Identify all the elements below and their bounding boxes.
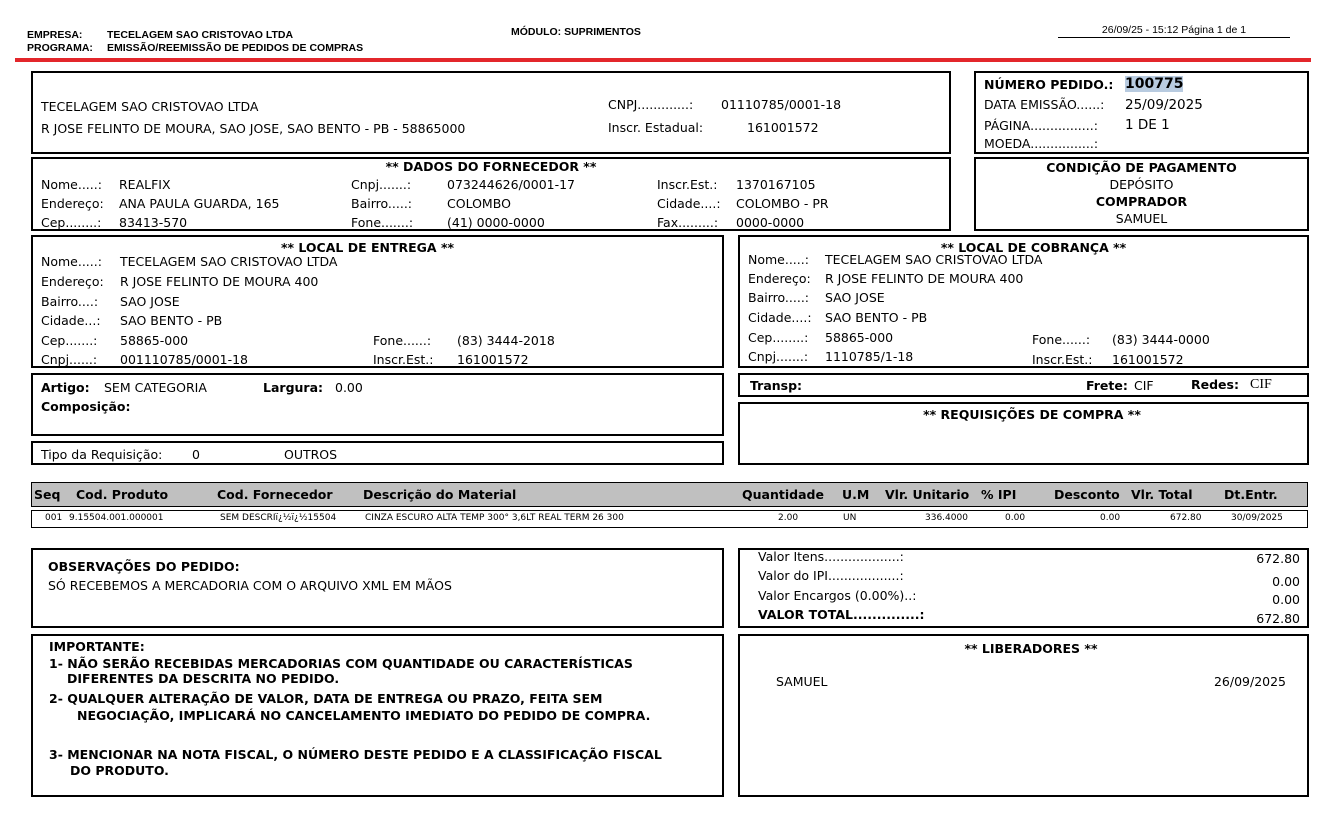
encargos-label: Valor Encargos (0.00%)..: [758,588,917,603]
billing-cep-label: Cep........: [748,330,809,345]
cell-desconto: 0.00 [1100,513,1121,523]
supplier-bairro: COLOMBO [447,196,511,211]
order-page-label: PÁGINA................: [984,118,1098,133]
order-number: 100775 [1125,76,1184,92]
supplier-cep-label: Cep........: [41,215,102,230]
company-cnpj-label: CNPJ.............: [608,97,694,112]
important-item2-line2: NEGOCIAÇÃO, IMPLICARÁ NO CANCELAMENTO IMEDIATO DO PEDIDO DE COMPRA. [77,708,651,723]
cell-um: UN [843,513,857,523]
frete-value: CIF [1134,378,1154,393]
delivery-fone-label: Fone......: [373,333,432,348]
supplier-title: ** DADOS DO FORNECEDOR ** [385,159,597,174]
billing-name: TECELAGEM SAO CRISTOVAO LTDA [825,252,1043,267]
cell-vlr-total: 672.80 [1170,513,1202,523]
billing-fone-label: Fone......: [1032,332,1091,347]
cell-dt-entr: 30/09/2025 [1231,513,1283,523]
items-table-header [31,482,1308,507]
billing-title: ** LOCAL DE COBRANÇA ** [940,240,1127,255]
supplier-box [31,157,951,231]
supplier-fax-label: Fax.........: [657,215,719,230]
company-ie-label: Inscr. Estadual: [608,120,704,135]
payment-value: DEPÓSITO [1109,177,1174,192]
billing-name-label: Nome.....: [748,252,809,267]
delivery-ie-label: Inscr.Est.: [373,352,434,367]
article-box [31,373,724,436]
observations-text: SÓ RECEBEMOS A MERCADORIA COM O ARQUIVO XML EM MÃOS [48,578,452,593]
billing-cnpj: 1110785/1-18 [825,349,914,364]
modulo: MÓDULO: SUPRIMENTOS [511,26,641,38]
supplier-cep: 83413-570 [119,215,188,230]
important-item3-line1: 3- MENCIONAR NA NOTA FISCAL, O NÚMERO DESTE PEDIDO E A CLASSIFICAÇÃO FISCAL [49,747,662,762]
supplier-name: REALFIX [119,177,171,192]
releaser-name: SAMUEL [776,674,828,689]
programa-label: PROGRAMA: [27,42,93,54]
encargos-value: 0.00 [1272,592,1300,607]
delivery-cep: 58865-000 [120,333,189,348]
billing-cep: 58865-000 [825,330,894,345]
empresa-name: TECELAGEM SAO CRISTOVAO LTDA [107,29,294,41]
largura-value: 0.00 [335,380,363,395]
billing-address-label: Endereço: [748,271,811,286]
supplier-fax: 0000-0000 [736,215,805,230]
redes-label: Redes: [1191,377,1239,392]
payment-title: CONDIÇÃO DE PAGAMENTO [1046,160,1237,175]
frete-label: Frete: [1086,378,1128,393]
billing-ie-label: Inscr.Est.: [1032,352,1093,367]
totals-box [738,548,1309,628]
buyer-title: COMPRADOR [1095,194,1188,209]
redes-value: CIF [1250,377,1272,392]
company-address: R JOSE FELINTO DE MOURA, SAO JOSE, SAO BENTO - PB - 58865000 [41,121,466,136]
cell-quantidade: 2.00 [778,513,799,523]
delivery-fone: (83) 3444-2018 [457,333,555,348]
delivery-address: R JOSE FELINTO DE MOURA 400 [120,274,319,289]
observations-box [31,548,724,628]
billing-cidade-label: Cidade....: [748,310,812,325]
req-type-value: OUTROS [284,447,338,462]
cell-ipi: 0.00 [1005,513,1026,523]
order-date-label: DATA EMISSÃO......: [984,97,1105,112]
billing-fone: (83) 3444-0000 [1112,332,1210,347]
releasers-title: ** LIBERADORES ** [964,641,1098,656]
supplier-fone-label: Fone.......: [351,215,414,230]
order-number-label: NÚMERO PEDIDO.: [984,77,1114,92]
delivery-cnpj: 001110785/0001-18 [120,352,249,367]
order-page: 1 DE 1 [1125,117,1170,133]
important-item2-line1: 2- QUALQUER ALTERAÇÃO DE VALOR, DATA DE ENTREGA OU PRAZO, FEITA SEM [49,691,603,706]
billing-bairro-label: Bairro.....: [748,290,809,305]
important-item1-line2: DIFERENTES DA DESCRITA NO PEDIDO. [67,671,340,686]
supplier-ie-label: Inscr.Est.: [657,177,718,192]
cell-descricao: CINZA ESCURO ALTA TEMP 300° 3,6LT REAL TERM 26 300 [365,513,624,523]
important-item1-line1: 1- NÃO SERÃO RECEBIDAS MERCADORIAS COM QUANTIDADE OU CARACTERÍSTICAS [49,656,633,671]
billing-ie: 161001572 [1112,352,1184,367]
col-seq: Seq [34,487,61,502]
supplier-cnpj-label: Cnpj.......: [351,177,412,192]
observations-title: OBSERVAÇÕES DO PEDIDO: [48,559,240,574]
cell-seq: 001 [45,513,63,523]
supplier-fone: (41) 0000-0000 [447,215,545,230]
company-cnpj: 01110785/0001-18 [721,97,842,112]
delivery-name-label: Nome.....: [41,254,102,269]
table-row [31,510,1308,528]
supplier-address: ANA PAULA GUARDA, 165 [119,196,280,211]
delivery-cidade-label: Cidade...: [41,313,101,328]
req-type-code: 0 [192,447,200,462]
delivery-title: ** LOCAL DE ENTREGA ** [280,240,455,255]
cell-cod-fornecedor: SEM DESCRIï¿½ï¿½15504 [220,513,337,523]
requisitions-box [738,402,1309,465]
transport-box [738,373,1309,397]
itens-value: 672.80 [1256,551,1300,566]
col-cod-fornecedor: Cod. Fornecedor [217,487,333,502]
req-type-label: Tipo da Requisição: [41,447,163,462]
artigo-value: SEM CATEGORIA [104,380,207,395]
billing-bairro: SAO JOSE [825,290,885,305]
delivery-ie: 161001572 [457,352,529,367]
largura-label: Largura: [263,380,324,395]
supplier-name-label: Nome.....: [41,177,102,192]
company-box [31,71,951,154]
col-um: U.M [842,487,870,502]
delivery-bairro-label: Bairro....: [41,294,99,309]
col-dt-entr: Dt.Entr. [1224,487,1278,502]
important-title: IMPORTANTE: [49,639,145,654]
order-info-box [974,71,1309,154]
billing-address: R JOSE FELINTO DE MOURA 400 [825,271,1024,286]
total-value: 672.80 [1256,611,1300,626]
artigo-label: Artigo: [41,380,90,395]
supplier-bairro-label: Bairro.....: [351,196,412,211]
order-currency-label: MOEDA................: [984,136,1099,151]
print-timestamp: 26/09/25 - 15:12 Página 1 de 1 [1058,24,1290,38]
delivery-box [31,235,724,368]
billing-cidade: SAO BENTO - PB [825,310,928,325]
col-ipi: % IPI [981,487,1017,502]
col-cod-produto: Cod. Produto [76,487,169,502]
important-item3-line2: DO PRODUTO. [70,763,169,778]
col-vlr-unitario: Vlr. Unitario [885,487,970,502]
col-quantidade: Quantidade [742,487,824,502]
transp-label: Transp: [750,378,803,393]
payment-box [974,157,1309,231]
releasers-box [738,634,1309,797]
delivery-address-label: Endereço: [41,274,104,289]
buyer-name: SAMUEL [1115,211,1168,226]
order-date: 25/09/2025 [1125,97,1203,113]
delivery-name: TECELAGEM SAO CRISTOVAO LTDA [120,254,338,269]
company-ie: 161001572 [747,120,819,135]
composicao-label: Composição: [41,399,131,414]
company-name: TECELAGEM SAO CRISTOVAO LTDA [41,99,259,114]
releaser-date: 26/09/2025 [1213,674,1286,689]
col-vlr-total: Vlr. Total [1131,487,1193,502]
header-divider [15,58,1311,62]
ipi-value: 0.00 [1272,574,1300,589]
supplier-cidade-label: Cidade....: [657,196,721,211]
total-label: VALOR TOTAL..............: [758,607,925,622]
empresa-label: EMPRESA: [27,29,83,41]
col-desconto: Desconto [1054,487,1120,502]
billing-cnpj-label: Cnpj.......: [748,349,809,364]
delivery-cnpj-label: Cnpj......: [41,352,98,367]
itens-label: Valor Itens...................: [758,549,904,564]
billing-box [738,235,1309,368]
important-box [31,634,724,797]
delivery-cep-label: Cep.......: [41,333,98,348]
delivery-bairro: SAO JOSE [120,294,180,309]
supplier-cidade: COLOMBO - PR [736,196,829,211]
supplier-address-label: Endereço: [41,196,104,211]
requisitions-title: ** REQUISIÇÕES DE COMPRA ** [923,407,1141,422]
programa-name: EMISSÃO/REEMISSÃO DE PEDIDOS DE COMPRAS [107,42,364,54]
cell-vlr-unitario: 336.4000 [925,513,968,523]
delivery-cidade: SAO BENTO - PB [120,313,223,328]
requisition-type-box [31,441,724,465]
cell-cod-produto: 9.15504.001.000001 [69,513,164,523]
supplier-ie: 1370167105 [736,177,816,192]
ipi-label: Valor do IPI..................: [758,568,904,583]
col-descricao: Descrição do Material [363,487,517,502]
supplier-cnpj: 073244626/0001-17 [447,177,576,192]
